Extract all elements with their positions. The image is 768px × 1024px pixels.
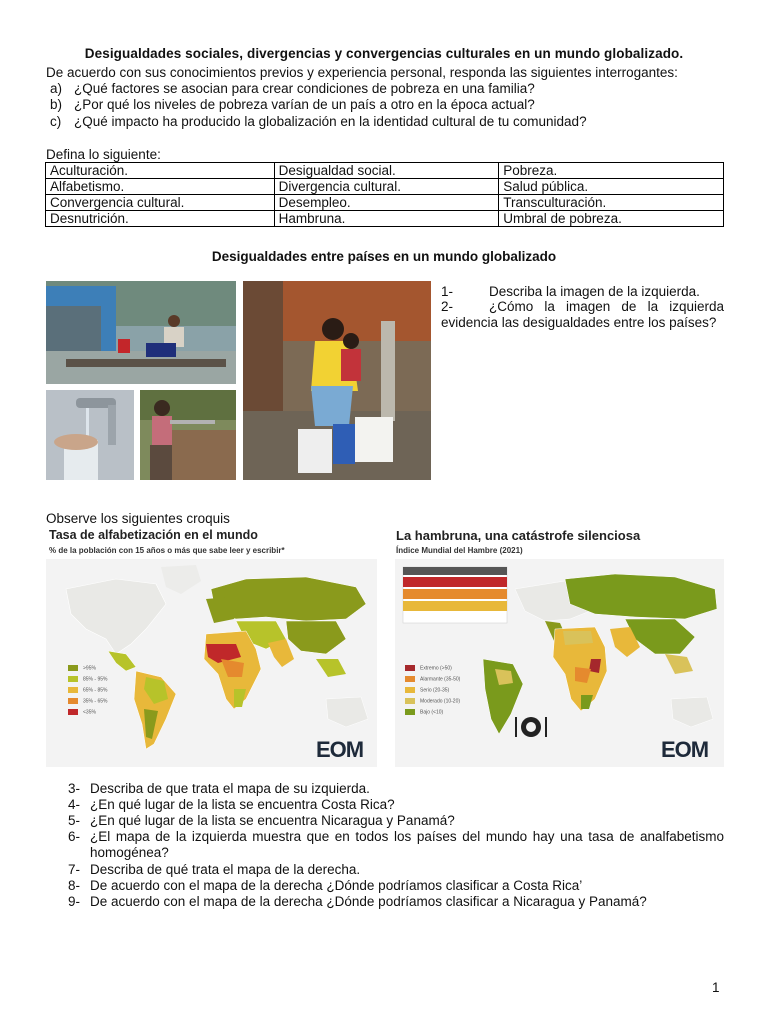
- table-cell: Hambruna.: [274, 211, 499, 227]
- legend-swatch: [405, 665, 415, 671]
- question-text: ¿Por qué los niveles de pobreza varían de un país a otro en la época actual?: [74, 97, 535, 112]
- legend-swatch: [68, 698, 78, 704]
- question-letter: a): [50, 81, 63, 96]
- legend-item: Serio (20-35): [405, 687, 460, 698]
- table-row: [46, 179, 724, 195]
- table-cell: Pobreza.: [499, 163, 724, 179]
- question-number: 2-: [441, 299, 454, 314]
- legend-swatch: [68, 676, 78, 682]
- legend-item: <35%: [68, 709, 107, 720]
- question-number: 3-: [68, 781, 81, 796]
- question-text: ¿Qué impacto ha producido la globalización en la identidad cultural de tu comunidad?: [74, 114, 587, 129]
- observe-label: Observe los siguientes croquis: [46, 511, 230, 526]
- image-question-1: [441, 284, 724, 300]
- question-number: 5-: [68, 813, 81, 828]
- literacy-map: [46, 527, 377, 767]
- hunger-map: [395, 527, 724, 767]
- legend-swatch: [405, 676, 415, 682]
- question-number: 4-: [68, 797, 81, 812]
- legend-swatch: [405, 709, 415, 715]
- question-number: 6-: [68, 829, 81, 844]
- terms-table: [45, 162, 724, 227]
- legend-item: Moderado (10-20): [405, 698, 460, 709]
- table-cell: Divergencia cultural.: [274, 179, 499, 195]
- map-subtitle: Índice Mundial del Hambre (2021): [396, 546, 523, 555]
- table-row: [46, 211, 724, 227]
- legend-swatch: [68, 687, 78, 693]
- eom-logo: EOM: [661, 737, 709, 762]
- map-legend: [68, 665, 107, 720]
- map-subtitle: % de la población con 15 años o más que sabe leer y escribir*: [49, 546, 285, 555]
- table-row: [46, 195, 724, 211]
- question-text: Describa de que trata el mapa de su izquierda.: [90, 781, 370, 796]
- hunger-world-map: [395, 559, 724, 767]
- photo-tap-water: [46, 390, 134, 480]
- image-question-2: [441, 299, 724, 331]
- map-question-5: [68, 813, 724, 829]
- page-number: 1: [712, 980, 720, 995]
- photo-water-buckets: [243, 281, 431, 480]
- question-text: ¿El mapa de la izquierda muestra que en todos los países del mundo hay una tasa de analfabetismo homogénea?: [90, 829, 724, 860]
- question-text: ¿En qué lugar de la lista se encuentra Nicaragua y Panamá?: [90, 813, 455, 828]
- legend-swatch: [405, 687, 415, 693]
- eom-logo: EOM: [316, 737, 364, 762]
- table-cell: Umbral de pobreza.: [499, 211, 724, 227]
- intro-text: De acuerdo con sus conocimientos previos y experiencia personal, responda las siguientes interrogantes:: [46, 65, 678, 80]
- table-cell: Desnutrición.: [46, 211, 275, 227]
- question-c: [50, 114, 587, 130]
- table-cell: Transculturación.: [499, 195, 724, 211]
- question-text: ¿Qué factores se asocian para crear condiciones de pobreza en una familia?: [74, 81, 535, 96]
- table-cell: Alfabetismo.: [46, 179, 275, 195]
- question-text: Describa la imagen de la izquierda.: [489, 284, 700, 299]
- question-text: ¿Cómo la imagen de la izquierda evidencia las desigualdades entre los países?: [441, 299, 724, 330]
- legend-item: Extremo (>50): [405, 665, 460, 676]
- map-question-7: [68, 862, 724, 878]
- question-text: De acuerdo con el mapa de la derecha ¿Dónde podríamos clasificar a Nicaragua y Panamá?: [90, 894, 647, 909]
- legend-swatch: [68, 665, 78, 671]
- legend-item: 85% - 95%: [68, 676, 107, 687]
- legend-item: Alarmante (35-50): [405, 676, 460, 687]
- question-number: 7-: [68, 862, 81, 877]
- question-number: 1-: [441, 284, 454, 299]
- document-title: Desigualdades sociales, divergencias y convergencias culturales en un mundo globalizado.: [84, 46, 684, 61]
- table-row: [46, 163, 724, 179]
- table-cell: Desigualdad social.: [274, 163, 499, 179]
- legend-swatch: [405, 698, 415, 704]
- map-question-9: [68, 894, 724, 910]
- photo-water-pump: [140, 390, 236, 480]
- question-letter: b): [50, 97, 63, 112]
- table-cell: Aculturación.: [46, 163, 275, 179]
- question-text: ¿En qué lugar de la lista se encuentra Costa Rica?: [90, 797, 395, 812]
- map-question-6: [68, 829, 724, 861]
- map-legend: [405, 665, 460, 720]
- question-number: 8-: [68, 878, 81, 893]
- photo-river-washing: [46, 281, 236, 384]
- question-number: 9-: [68, 894, 81, 909]
- legend-item: 35% - 65%: [68, 698, 107, 709]
- map-question-4: [68, 797, 724, 813]
- literacy-world-map: [46, 559, 377, 767]
- question-text: Describa de qué trata el mapa de la derecha.: [90, 862, 361, 877]
- legend-swatch: [68, 709, 78, 715]
- map-title: La hambruna, una catástrofe silenciosa: [396, 528, 641, 543]
- table-cell: Convergencia cultural.: [46, 195, 275, 211]
- legend-item: Bajo (<10): [405, 709, 460, 720]
- map-question-3: [68, 781, 724, 797]
- map-question-8: [68, 878, 724, 894]
- section-title: Desigualdades entre países en un mundo globalizado: [211, 249, 557, 264]
- question-b: [50, 97, 535, 113]
- define-label: Defina lo siguiente:: [46, 147, 161, 162]
- legend-item: >95%: [68, 665, 107, 676]
- map-title: Tasa de alfabetización en el mundo: [49, 528, 258, 542]
- table-cell: Desempleo.: [274, 195, 499, 211]
- table-cell: Salud pública.: [499, 179, 724, 195]
- question-a: [50, 81, 535, 97]
- question-text: De acuerdo con el mapa de la derecha ¿Dónde podríamos clasificar a Costa Rica’: [90, 878, 583, 893]
- legend-item: 65% - 85%: [68, 687, 107, 698]
- question-letter: c): [50, 114, 62, 129]
